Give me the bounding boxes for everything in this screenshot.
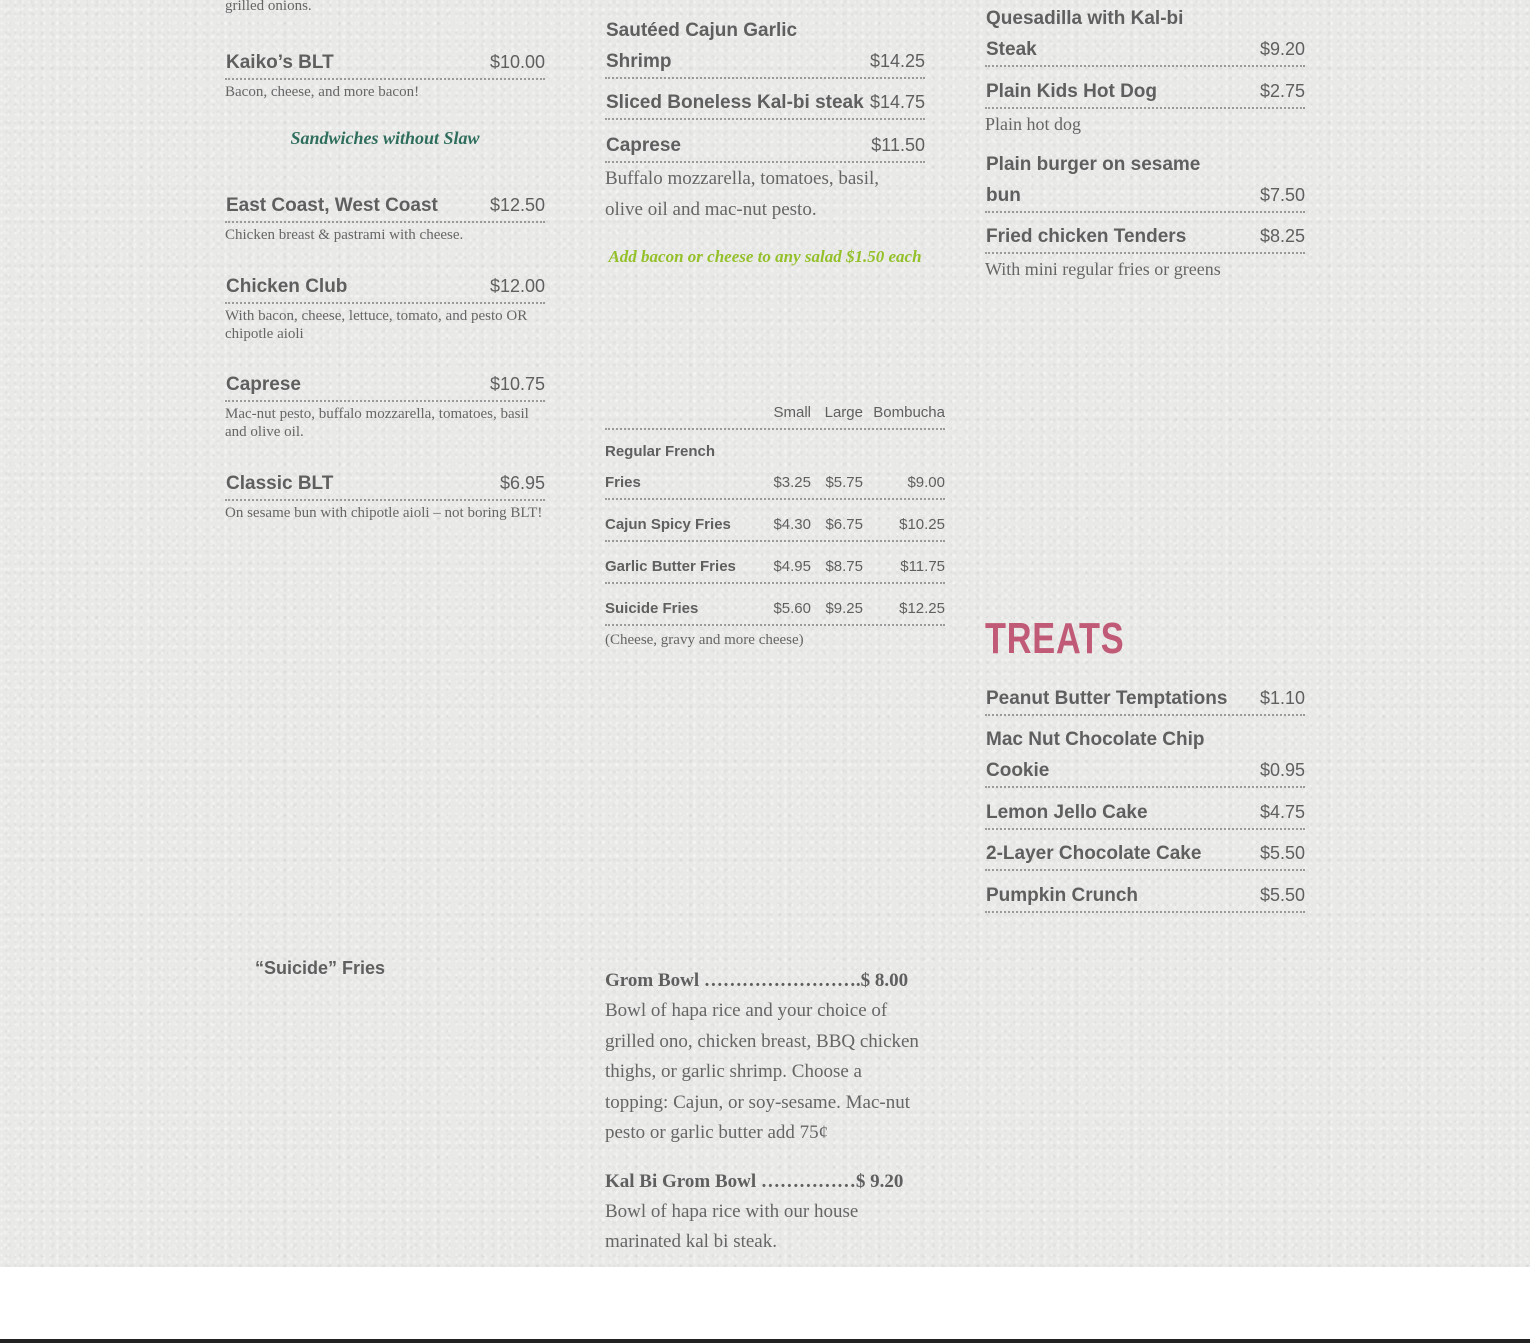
menu-item-description: Plain hot dog bbox=[985, 114, 1082, 134]
menu-item bbox=[605, 130, 925, 225]
menu-item-price: $10.00 bbox=[489, 52, 545, 72]
table-row bbox=[605, 552, 945, 584]
menu-item-price: $0.95 bbox=[1259, 760, 1305, 780]
menu-item bbox=[985, 880, 1305, 913]
menu-item-price: $11.50 bbox=[871, 135, 925, 155]
menu-item-price: $4.75 bbox=[1259, 802, 1305, 822]
menu-item-row bbox=[225, 468, 545, 501]
menu-item-price: $8.25 bbox=[1259, 226, 1305, 246]
menu-item-name: Kaiko’s BLT bbox=[226, 52, 334, 73]
menu-item-row bbox=[985, 149, 1305, 213]
menu-item bbox=[985, 797, 1305, 830]
menu-item-name: Sautéed Cajun Garlic Shrimp bbox=[606, 20, 798, 72]
bowl-heading: Grom Bowl …………………….$ 8.00 bbox=[605, 970, 909, 991]
menu-item-row bbox=[225, 369, 545, 402]
menu-item-price: $12.50 bbox=[489, 195, 545, 215]
column-header-small: Small bbox=[773, 404, 811, 421]
suicide-fries-label: “Suicide” Fries bbox=[255, 958, 386, 978]
menu-item-price: $1.10 bbox=[1259, 688, 1305, 708]
menu-item bbox=[985, 149, 1305, 213]
fries-name: Garlic Butter Fries bbox=[605, 558, 736, 575]
menu-item bbox=[985, 76, 1305, 140]
menu-item-name: 2-Layer Chocolate Cake bbox=[986, 843, 1202, 864]
menu-item-description: Mac-nut pesto, buffalo mozzarella, tomatoes, basil and olive oil. bbox=[225, 406, 529, 440]
menu-item-name: Quesadilla with Kal-bi Steak bbox=[986, 8, 1184, 60]
menu-item-row bbox=[985, 3, 1305, 67]
price-bombucha: $11.75 bbox=[900, 558, 945, 575]
fries-footnote: (Cheese, gravy and more cheese) bbox=[605, 632, 804, 648]
menu-item-description: Bacon, cheese, and more bacon! bbox=[225, 84, 420, 100]
menu-item-row bbox=[985, 76, 1305, 109]
bowls-section bbox=[605, 966, 925, 1258]
menu-item bbox=[225, 47, 545, 101]
bowl-heading: Kal Bi Grom Bowl ……………$ 9.20 bbox=[605, 1170, 904, 1192]
bowl-description: Bowl of hapa rice with our house marinated kal bi steak. bbox=[605, 1200, 859, 1252]
menu-item-price: $12.00 bbox=[489, 276, 545, 296]
price-large: $8.75 bbox=[825, 558, 863, 575]
menu-item-row bbox=[985, 797, 1305, 830]
price-small: $5.60 bbox=[773, 600, 811, 617]
menu-item bbox=[985, 724, 1305, 788]
price-small: $4.30 bbox=[773, 516, 811, 533]
menu-item-description: With mini regular fries or greens bbox=[985, 259, 1221, 279]
table-row bbox=[605, 510, 945, 542]
menu-item-name: Caprese bbox=[606, 135, 681, 156]
menu-item-row bbox=[225, 271, 545, 304]
column-header-large: Large bbox=[824, 404, 863, 421]
price-bombucha: $12.25 bbox=[899, 600, 945, 617]
menu-item-price: $5.50 bbox=[1259, 885, 1305, 905]
menu-item-name: Plain Kids Hot Dog bbox=[986, 81, 1157, 102]
price-large: $6.75 bbox=[825, 516, 863, 533]
menu-item-name: Plain burger on sesame bun bbox=[986, 154, 1201, 206]
price-large: $9.25 bbox=[825, 600, 863, 617]
menu-item-row bbox=[605, 15, 925, 79]
menu-item-name: Chicken Club bbox=[226, 276, 348, 297]
menu-item-row bbox=[605, 130, 925, 163]
menu-item bbox=[605, 15, 925, 79]
fries-name: Suicide Fries bbox=[605, 600, 699, 617]
menu-item-name: Pumpkin Crunch bbox=[986, 885, 1139, 906]
menu-item-price: $2.75 bbox=[1259, 81, 1305, 101]
menu-item bbox=[225, 190, 545, 244]
price-large: $5.75 bbox=[825, 474, 863, 491]
price-small: $4.95 bbox=[773, 558, 811, 575]
fries-table-header bbox=[605, 400, 945, 430]
menu-item-description: Chicken breast & pastrami with cheese. bbox=[225, 227, 464, 243]
menu-item-name: Classic BLT bbox=[226, 473, 334, 494]
menu-item-row bbox=[605, 87, 925, 120]
menu-item-row bbox=[985, 838, 1305, 871]
page-bottom-border bbox=[0, 1339, 1530, 1343]
menu-item bbox=[605, 87, 925, 120]
menu-item-row bbox=[985, 880, 1305, 913]
menu-item-price: $7.50 bbox=[1259, 185, 1305, 205]
menu-item-description: Buffalo mozzarella, tomatoes, basil, olive oil and mac-nut pesto. bbox=[605, 168, 880, 220]
menu-item-name: Fried chicken Tenders bbox=[986, 226, 1187, 247]
price-bombucha: $10.25 bbox=[899, 516, 945, 533]
table-row bbox=[605, 594, 945, 626]
menu-item bbox=[985, 221, 1305, 285]
menu-item-row bbox=[225, 190, 545, 223]
menu-item-row bbox=[985, 221, 1305, 254]
bowl-description: Bowl of hapa rice and your choice of grilled ono, chicken breast, BBQ chicken thighs, or garlic shrimp. Choose a topping: Cajun, or soy-sesame. Mac-nut pesto or garlic butter add 75¢ bbox=[605, 1000, 919, 1143]
price-small: $3.25 bbox=[773, 474, 811, 491]
table-row bbox=[605, 440, 945, 500]
menu-item-name: Sliced Boneless Kal-bi steak bbox=[606, 92, 864, 113]
menu-item bbox=[225, 271, 545, 343]
fries-name: Regular French Fries bbox=[605, 443, 716, 491]
menu-item bbox=[985, 683, 1305, 716]
menu-item bbox=[985, 3, 1305, 67]
salad-addon-note: Add bacon or cheese to any salad $1.50 each bbox=[608, 247, 922, 266]
menu-item-name: East Coast, West Coast bbox=[226, 195, 438, 216]
menu-item-price: $5.50 bbox=[1259, 843, 1305, 863]
menu-item-name: Mac Nut Chocolate Chip Cookie bbox=[986, 729, 1205, 781]
menu-item bbox=[985, 838, 1305, 871]
menu-item-description: With bacon, cheese, lettuce, tomato, and pesto OR chipotle aioli bbox=[225, 308, 528, 342]
column-header-bombucha: Bombucha bbox=[873, 404, 945, 421]
menu-item bbox=[225, 369, 545, 441]
menu-item-price: $6.95 bbox=[499, 473, 545, 493]
item-description-fragment: grilled onions. bbox=[225, 0, 312, 14]
menu-item-price: $9.20 bbox=[1259, 39, 1305, 59]
menu-item-price: $10.75 bbox=[489, 374, 545, 394]
price-bombucha: $9.00 bbox=[907, 474, 945, 491]
menu-item-price: $14.25 bbox=[869, 51, 925, 71]
fries-name: Cajun Spicy Fries bbox=[605, 516, 731, 533]
menu-item-price: $14.75 bbox=[869, 92, 925, 112]
section-subheading: Sandwiches without Slaw bbox=[290, 128, 480, 148]
menu-item-name: Lemon Jello Cake bbox=[986, 802, 1148, 823]
menu-item-description: On sesame bun with chipotle aioli – not boring BLT! bbox=[225, 505, 543, 521]
treats-section-title: TREATS bbox=[985, 614, 1125, 663]
menu-item-row bbox=[985, 683, 1305, 716]
menu-item-row bbox=[225, 47, 545, 80]
menu-item-name: Peanut Butter Temptations bbox=[986, 688, 1228, 709]
menu-item-name: Caprese bbox=[226, 374, 301, 395]
menu-item-row bbox=[985, 724, 1305, 788]
menu-item bbox=[225, 468, 545, 522]
